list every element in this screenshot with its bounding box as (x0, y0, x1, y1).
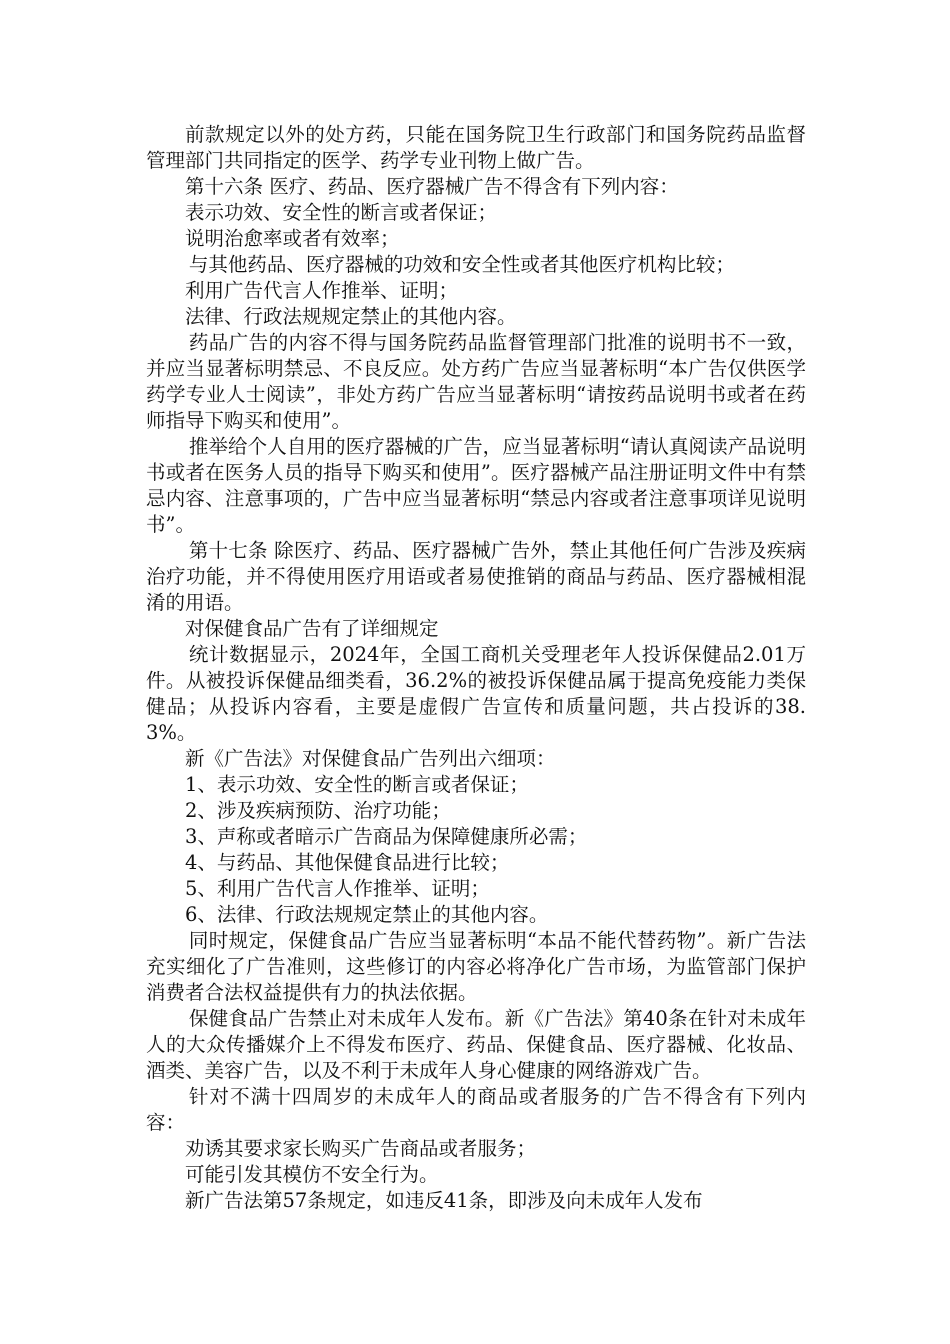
paragraph-under-14: 针对不满十四周岁的未成年人的商品或者服务的广告不得含有下列内容： (146, 1085, 806, 1134)
paragraph-prescription-drug-ads: 前款规定以外的处方药，只能在国务院卫生行政部门和国务院药品监督管理部门共同指定的医学、药学专业刊物上做广告。 (146, 123, 806, 172)
paragraph-numbered-item: 3、声称或者暗示广告商品为保障健康所必需； (185, 825, 588, 848)
paragraph-list-item: 与其他药品、医疗器械的功效和安全性或者其他医疗机构比较； (188, 253, 735, 276)
document-body (146, 122, 806, 1214)
paragraph-health-food-heading: 对保健食品广告有了详细规定 (185, 617, 439, 640)
paragraph-list-item: 可能引发其模仿不安全行为。 (185, 1163, 439, 1186)
paragraph-numbered-item: 6、法律、行政法规规定禁止的其他内容。 (185, 903, 549, 926)
paragraph-medical-device-ads: 推举给个人自用的医疗器械的广告，应当显著标明“请认真阅读产品说明书或者在医务人员的指导下购买和使用”。医疗器械产品注册证明文件中有禁忌内容、注意事项的，广告中应当显著标明“禁忌内容或者注意事项详见说明书”。 (146, 435, 806, 536)
paragraph-list-item: 表示功效、安全性的断言或者保证； (185, 201, 498, 224)
paragraph-health-food-label: 同时规定，保健食品广告应当显著标明“本品不能代替药物”。新广告法充实细化了广告准则，这些修订的内容必将净化广告市场，为监管部门保护消费者合法权益提供有力的执法依据。 (146, 929, 806, 1004)
paragraph-minors-ban: 保健食品广告禁止对未成年人发布。新《广告法》第40条在针对未成年人的大众传播媒介上不得发布医疗、药品、保健食品、医疗器械、化妆品、酒类、美容广告，以及不利于未成年人身心健康的网络游戏广告。 (146, 1007, 806, 1082)
paragraph-six-items-intro: 新《广告法》对保健食品广告列出六细项： (185, 747, 556, 770)
paragraph-numbered-item: 5、利用广告代言人作推举、证明； (185, 877, 490, 900)
paragraph-drug-ad-content: 药品广告的内容不得与国务院药品监督管理部门批准的说明书不一致，并应当显著标明禁忌、不良反应。处方药广告应当显著标明“本广告仅供医学药学专业人士阅读”，非处方药广告应当显著标明“请按药品说明书或者在药师指导下购买和使用”。 (146, 331, 806, 432)
paragraph-list-item: 法律、行政法规规定禁止的其他内容。 (185, 305, 517, 328)
paragraph-numbered-item: 4、与药品、其他保健食品进行比较； (185, 851, 510, 874)
paragraph-list-item: 说明治愈率或者有效率； (185, 227, 400, 250)
paragraph-numbered-item: 2、涉及疾病预防、治疗功能； (185, 799, 451, 822)
paragraph-statistics: 统计数据显示，2024年，全国工商机关受理老年人投诉保健品2.01万件。从被投诉保健品细类看，36.2%的被投诉保健品属于提高免疫能力类保健品；从投诉内容看，主要是虚假广告宣传和质量问题，共占投诉的38.3%。 (146, 643, 806, 744)
paragraph-list-item: 利用广告代言人作推举、证明； (185, 279, 459, 302)
paragraph-article-57: 新广告法第57条规定，如违反41条，即涉及向未成年人发布 (185, 1189, 703, 1212)
paragraph-article-17: 第十七条 除医疗、药品、医疗器械广告外，禁止其他任何广告涉及疾病治疗功能，并不得使用医疗用语或者易使推销的商品与药品、医疗器械相混淆的用语。 (146, 539, 806, 614)
paragraph-article-16: 第十六条 医疗、药品、医疗器械广告不得含有下列内容： (185, 175, 679, 198)
paragraph-numbered-item: 1、表示功效、安全性的断言或者保证； (185, 773, 529, 796)
paragraph-list-item: 劝诱其要求家长购买广告商品或者服务； (185, 1137, 537, 1160)
